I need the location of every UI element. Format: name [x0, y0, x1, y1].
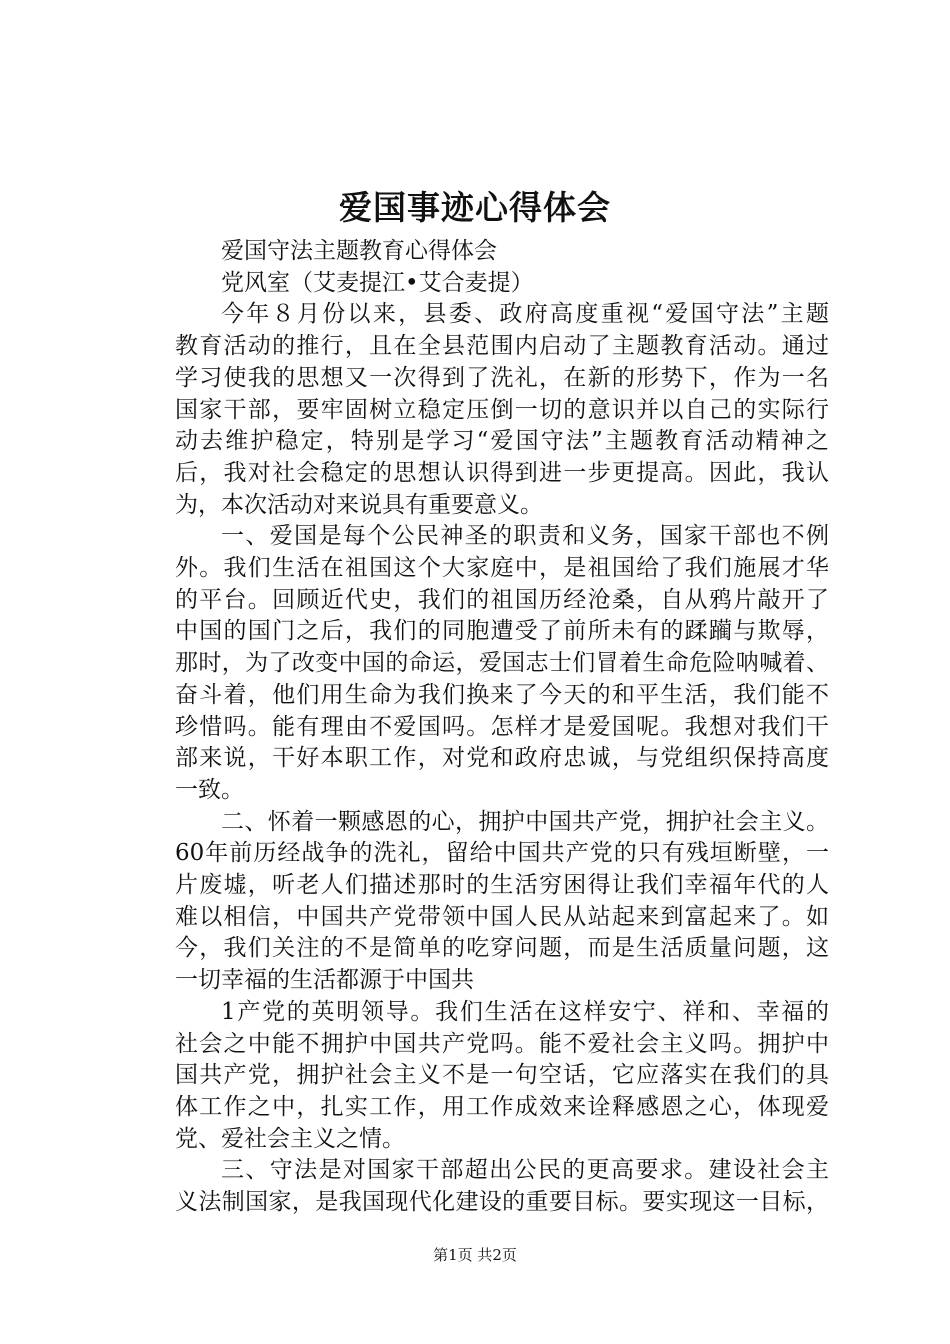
text-line: 动去维护稳定，特别是学习“爱国守法”主题教育活动精神之 — [175, 428, 829, 455]
text-line: 后，我对社会稳定的思想认识得到进一步更提高。因此，我认 — [175, 459, 829, 486]
intro-paragraph — [129, 299, 829, 521]
page-footer: 第1页 共2页 — [433, 1246, 517, 1264]
text-line: 学习使我的思想又一次得到了洗礼，在新的形势下，作为一名 — [175, 364, 829, 391]
text-line: 今，我们关注的不是简单的吃穿问题，而是生活质量问题，这 — [175, 935, 829, 962]
document-body — [129, 236, 829, 1219]
text-line: 60年前历经战争的洗礼，留给中国共产党的只有残垣断壁，一 — [175, 840, 829, 867]
text-line: 义法制国家，是我国现代化建设的重要目标。要实现这一目标， — [175, 1189, 829, 1216]
text-line: 部来说，干好本职工作，对党和政府忠诚，与党组织保持高度 — [175, 745, 829, 772]
author-paragraph — [129, 268, 829, 300]
text-line: 三、守法是对国家干部超出公民的更高要求。建设社会主 — [221, 1157, 829, 1184]
text-line: 奋斗着，他们用生命为我们换来了今天的和平生活，我们能不 — [175, 681, 829, 708]
section-one-paragraph — [129, 521, 829, 806]
text-line: 一、爱国是每个公民神圣的职责和义务，国家干部也不例 — [221, 523, 829, 550]
text-line: 二、怀着一颗感恩的心，拥护中国共产党，拥护社会主义。 — [221, 808, 829, 835]
text-line: 社会之中能不拥护中国共产党吗。能不爱社会主义吗。拥护中 — [175, 1030, 829, 1057]
text-line: 一致。 — [175, 776, 244, 803]
text-line: 的平台。回顾近代史，我们的祖国历经沧桑，自从鸦片敲开了 — [175, 586, 829, 613]
text-line: 体工作之中，扎实工作，用工作成效来诠释感恩之心，体现爱 — [175, 1093, 829, 1120]
text-line: 中国的国门之后，我们的同胞遭受了前所未有的蹂躏与欺辱， — [175, 618, 829, 645]
section-two-paragraph — [129, 807, 829, 997]
text-line: 片废墟，听老人们描述那时的生活穷困得让我们幸福年代的人 — [175, 872, 829, 899]
text-line: 外。我们生活在祖国这个大家庭中，是祖国给了我们施展才华 — [175, 555, 829, 582]
text-line: 教育活动的推行，且在全县范围内启动了主题教育活动。通过 — [175, 333, 829, 360]
text-line: 国家干部，要牢固树立稳定压倒一切的意识并以自己的实际行 — [175, 396, 829, 423]
text-line: 那时，为了改变中国的命运，爱国志士们冒着生命危险呐喊着、 — [175, 650, 829, 677]
document-title: 爱国事迹心得体会 — [339, 188, 611, 227]
text-line: 1产党的英明领导。我们生活在这样安宁、祥和、幸福的 — [221, 998, 829, 1025]
text-line: 难以相信，中国共产党带领中国人民从站起来到富起来了。如 — [175, 903, 829, 930]
text-line: 党风室（艾麦提江•艾合麦提） — [221, 269, 534, 296]
text-line: 党、爱社会主义之情。 — [175, 1125, 405, 1152]
text-line: 珍惜吗。能有理由不爱国吗。怎样才是爱国呢。我想对我们干 — [175, 713, 829, 740]
section-three-paragraph — [129, 1155, 829, 1218]
text-line: 今年８月份以来，县委、政府高度重视“爱国守法”主题 — [221, 301, 829, 328]
text-line: 一切幸福的生活都源于中国共 — [175, 967, 474, 994]
text-line: 为，本次活动对来说具有重要意义。 — [175, 491, 543, 518]
text-line: 国共产党，拥护社会主义不是一句空话，它应落实在我们的具 — [175, 1062, 829, 1089]
continuation-paragraph — [129, 997, 829, 1156]
subtitle-paragraph — [129, 236, 829, 268]
text-line: 爱国守法主题教育心得体会 — [221, 238, 497, 264]
